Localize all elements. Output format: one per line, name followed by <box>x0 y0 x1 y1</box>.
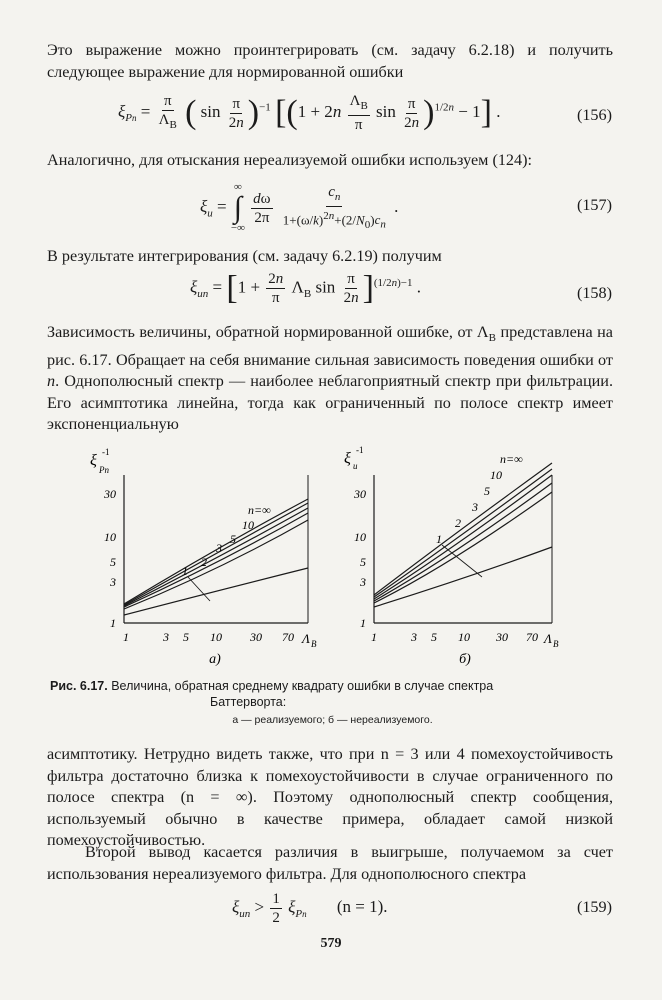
panel-b-ylabel-sup: -1 <box>356 445 364 455</box>
panel-b-ytick-5: 5 <box>360 555 366 569</box>
paragraph-3: В результате интегрирования (см. задачу 6.2.19) получим <box>47 247 442 265</box>
panel-b-label: б) <box>459 652 471 667</box>
panel-b-xtick-70: 70 <box>526 630 538 644</box>
equation-157-number: (157) <box>576 196 612 214</box>
panel-b-curve-label-inf: n=∞ <box>500 452 523 466</box>
equation-159-body: $\xi_{un}$ > $\frac{1}{2}$ $\xi_{Pn}$ (n = 1). <box>232 891 388 926</box>
panel-a-xtick-70: 70 <box>282 630 294 644</box>
figure-panel-a <box>70 445 330 670</box>
panel-b-xtick-10: 10 <box>458 630 470 644</box>
panel-b-curve-label-10: 10 <box>490 468 502 482</box>
panel-b-xticks <box>371 630 538 644</box>
panel-b-xlabel-sub: B <box>553 639 559 649</box>
panel-a-yticks <box>103 487 116 630</box>
figure-caption <box>50 678 615 728</box>
panel-b-curve-3 <box>374 475 552 599</box>
paragraph-5: асимптотику. Нетрудно видеть также, что при n = 3 или 4 помехоустойчивость фильтра достаточно близка к помехоустойчивости в случае ограниченного по полосе спектра (n = ∞). Поэтому однополюсный спектр сообщения, используемый обычно в качестве примера, обладает самой низкой помехоустойчивостью. <box>47 745 613 849</box>
caption-sub: а — реализуемого; б — нереализуемого. <box>232 714 433 726</box>
panel-b-ylabel-sub: u <box>353 461 358 471</box>
equation-159-number: (159) <box>576 898 612 916</box>
panel-a-curve-label-inf: n=∞ <box>248 503 271 517</box>
panel-b-curve-label-3: 3 <box>472 500 478 514</box>
panel-a-ylabel-sub: Pn <box>99 465 109 475</box>
panel-a-xtick-30: 30 <box>250 630 262 644</box>
paragraph-6: Второй вывод касается различия в выигрыше, получаемом за счет использования нереализуемого фильтра. Для однополюсного спектра <box>47 843 613 883</box>
paragraph-1: Это выражение можно проинтегрировать (см. задачу 6.2.18) и получить следующее выражение для нормированной ошибки <box>47 41 613 81</box>
equation-159-condition: (n = 1). <box>336 897 388 917</box>
equation-156-number: (156) <box>576 106 612 124</box>
panel-b-curve-label-5: 5 <box>484 484 490 498</box>
panel-a-ytick-5: 5 <box>110 555 116 569</box>
panel-b-curve-10 <box>374 463 552 595</box>
equation-156-body: $\xi_{Pn}$ = $\frac{\pi}{\Lambda_B}$ ( sin $\frac{\pi}{2n}$ )$^{-1}$ [(1 + 2n $\frac{\Lambda_B}{\pi}$ sin $\frac{\pi}{2n}$ )$^{1/2n}$ − 1] . <box>118 93 501 133</box>
equation-156 <box>0 92 662 152</box>
panel-b-xtick-30: 30 <box>496 630 508 644</box>
panel-b-ytick-3: 3 <box>360 575 366 589</box>
panel-a-curve-label-10: 10 <box>242 518 254 532</box>
caption-lead: Рис. 6.17. <box>50 679 108 693</box>
panel-b-xtick-1: 1 <box>371 630 377 644</box>
panel-a-ylabel: ξ <box>90 452 97 469</box>
panel-b-curve-base <box>374 547 552 607</box>
caption-line2: Баттерворта: <box>210 695 287 709</box>
panel-b-ytick-30: 30 <box>354 487 366 501</box>
panel-a-xlabel-sub: B <box>311 639 317 649</box>
panel-a-xtick-5: 5 <box>183 630 189 644</box>
equation-159 <box>0 890 662 934</box>
paragraph-4-n: n <box>47 372 56 391</box>
panel-a-label: а) <box>209 652 221 667</box>
panel-b-ytick-10: 10 <box>354 530 366 544</box>
panel-a-curve-label-2: 2 <box>201 555 207 569</box>
panel-a-xticks <box>123 630 294 644</box>
panel-b-xtick-5: 5 <box>431 630 437 644</box>
equation-158-body: $\xi_{un} = [1$ + $\frac{2n}{\pi}$ $\Lambda_B$ sin $\frac{\pi}{2n}$ ]$^{(1/2n)-1}$ . <box>190 269 421 307</box>
equation-157 <box>0 180 662 240</box>
panel-a-xtick-3: 3 <box>163 630 169 644</box>
paragraph-4-tail: . Однополюсный спектр — наиболее неблагоприятный спектр при фильтрации. Его асимптотика линейна, тогда как ограниченный по полосе спектр имеет экспоненциальную <box>47 372 613 434</box>
panel-b-curve-1 <box>374 492 552 603</box>
panel-b-xlabel: Λ <box>544 631 552 646</box>
panel-a-curve-label-1: 1 <box>182 564 188 578</box>
panel-a-ytick-30: 30 <box>104 487 116 501</box>
panel-b-curve-label-2: 2 <box>455 516 461 530</box>
panel-a-ytick-3: 3 <box>110 575 116 589</box>
paragraph-4 <box>47 322 613 436</box>
panel-a-curve-label-3: 3 <box>216 541 222 555</box>
figure-panel-b <box>330 445 590 670</box>
panel-b-ylabel: ξ <box>344 450 351 467</box>
equation-158-number: (158) <box>576 284 612 302</box>
panel-a-ytick-10: 10 <box>104 530 116 544</box>
page-number: 579 <box>320 936 342 951</box>
paragraph-4-sub: B <box>488 332 496 345</box>
equation-157-body: $\xi_u$ = ∞ ∫ −∞ $\frac{d\omega}{2\pi}$ $\frac{c_n}{1+(\omega/k)^{2n}+(2/N_0)c_n}$ . <box>200 181 399 234</box>
panel-a-curve-1 <box>124 520 308 609</box>
panel-b-xtick-3: 3 <box>411 630 417 644</box>
equation-158 <box>0 270 662 320</box>
paragraph-4-mid: представлена на рис. 6.17. Обращает на себя внимание сильная зависимость поведения ошибки от <box>47 323 613 369</box>
panel-a-xtick-1: 1 <box>123 630 129 644</box>
panel-b-ytick-1: 1 <box>360 616 366 630</box>
panel-a-curves <box>124 499 308 615</box>
panel-a-ytick-1: 1 <box>110 616 116 630</box>
panel-a-xlabel: Λ <box>302 631 310 646</box>
panel-b-curve-label-1: 1 <box>436 532 442 546</box>
caption-text: Величина, обратная среднему квадрату ошибки в случае спектра <box>111 679 494 693</box>
panel-a-curve-label-5: 5 <box>230 532 236 546</box>
panel-b-curves <box>374 463 552 607</box>
panel-a-xtick-10: 10 <box>210 630 222 644</box>
panel-a-ylabel-sup: -1 <box>102 447 110 457</box>
paragraph-2: Аналогично, для отыскания нереализуемой ошибки используем (124): <box>47 151 532 169</box>
panel-b-curve-2 <box>374 483 552 601</box>
panel-a-curve-2 <box>124 513 308 607</box>
panel-b-yticks <box>353 487 366 630</box>
paragraph-4-start: Зависимость величины, обратной нормированной ошибке, от Λ <box>47 323 489 341</box>
